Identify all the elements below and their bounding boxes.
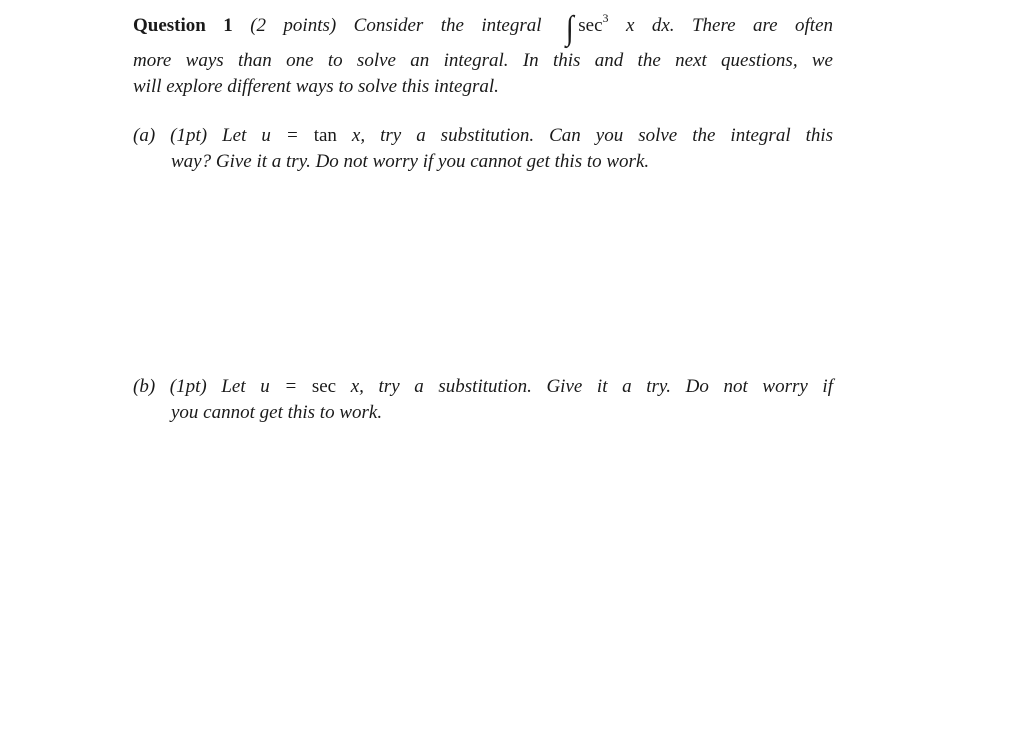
- integrand-function: sec: [578, 15, 603, 36]
- question-number: Question 1: [133, 15, 233, 36]
- part-b-let: Let u =: [221, 376, 298, 397]
- part-a-line-1: [133, 123, 833, 149]
- part-b-function: sec: [311, 376, 337, 397]
- integrand-exponent: 3: [602, 10, 609, 25]
- part-a-points: (1pt): [170, 125, 208, 146]
- part-a-variable: x,: [351, 125, 366, 146]
- part-b-line-2: you cannot get this to work.: [171, 402, 383, 423]
- question-intro-pre: Consider the integral: [353, 15, 542, 36]
- part-b-label: (b): [133, 376, 156, 397]
- question-line-3: will explore different ways to solve this integral.: [133, 76, 499, 97]
- part-a-function: tan: [313, 125, 337, 146]
- integral-symbol: ∫: [565, 10, 574, 47]
- question-line-1: [133, 10, 834, 47]
- question-points: (2 points): [250, 15, 337, 36]
- question-intro-post: There are often: [691, 15, 834, 36]
- part-a-line-2: way? Give it a try. Do not worry if you cannot get this to work.: [171, 151, 650, 172]
- part-a-let: Let u =: [222, 125, 299, 146]
- integral-expression: [559, 10, 675, 47]
- part-b-variable: x,: [350, 376, 364, 397]
- question-line-2: more ways than one to solve an integral. In this and the next questions, we: [133, 50, 833, 71]
- part-a-label: (a): [133, 125, 156, 146]
- part-a-instruction: try a substitution. Can you solve the integral this: [380, 125, 834, 146]
- part-b-points: (1pt): [169, 376, 207, 397]
- integrand-variable: x dx.: [625, 15, 675, 36]
- part-b-line-1: [133, 374, 833, 400]
- part-b-instruction: try a substitution. Give it a try. Do not worry if: [378, 376, 833, 397]
